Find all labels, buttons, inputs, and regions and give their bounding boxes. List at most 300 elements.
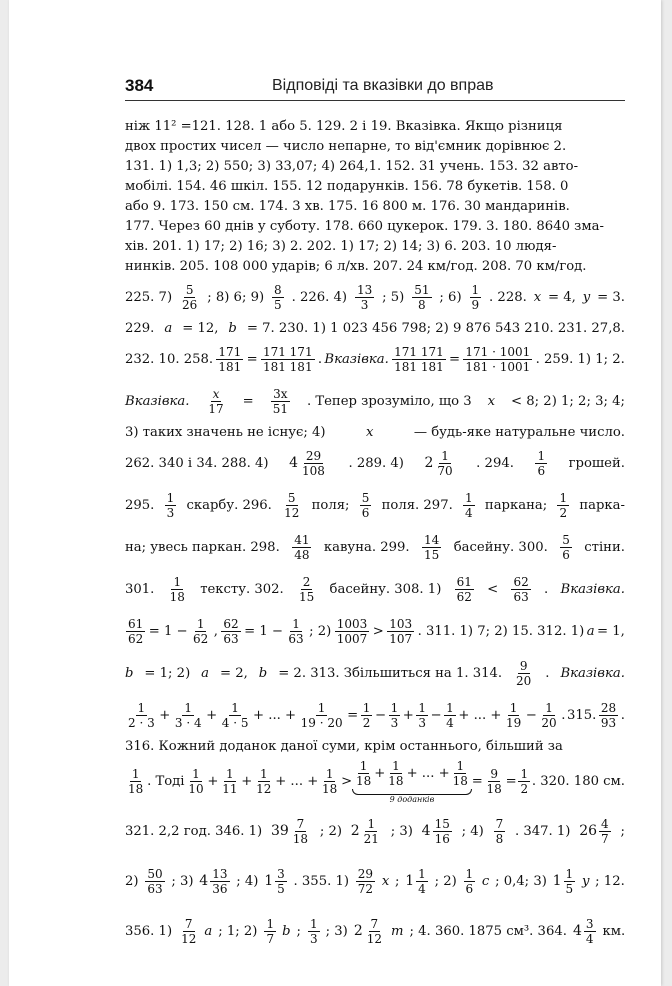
fraction-numerator: 61 [456,574,472,589]
text-line [125,736,625,756]
text-run: + ... + [406,765,450,781]
text-run: b [258,665,268,681]
text-run: км. [602,923,626,939]
fraction [275,867,287,896]
fraction-numerator: 171 · 1001 [465,344,531,359]
text-run: 316. Кожний доданок даної суми, крім останнього, більший за [125,738,563,754]
text-line [125,196,625,216]
mixed-number [199,867,230,896]
fraction [210,867,229,896]
text-line [125,610,625,652]
text-run: ; 12. [595,873,625,889]
whole-part: 39 [270,823,289,839]
fraction-numerator: 1 [184,700,193,715]
text-run: a [201,665,210,681]
text-line [125,756,625,806]
fraction-numerator: 1 [266,916,275,931]
text-run: . [561,707,566,723]
text-line [125,568,625,610]
fraction-numerator: 1 [465,866,474,881]
fraction-denominator: 93 [600,715,617,730]
fraction [514,659,533,688]
fraction-denominator: 62 [193,631,209,646]
text-run: басейну. 300. [453,539,548,555]
text-run: ; 4) [236,873,259,889]
fraction-denominator: 63 [513,589,529,604]
fraction-numerator: 3 [277,866,285,881]
fraction [599,817,611,846]
text-run: ; [620,823,625,839]
fraction-numerator: 7 [184,916,193,931]
fraction-numerator: 14 [424,532,440,547]
fraction-numerator: 1 [226,766,234,781]
fraction-numerator: 1 [471,282,480,297]
text-run: 225. 7) [125,289,173,305]
text-run: = 2. 313. Збільшиться на 1. 314. [278,665,503,681]
text-run: + [241,773,253,789]
fraction [126,617,145,646]
fraction [206,387,225,416]
text-run: на; увесь паркан. 298. [125,539,280,555]
fraction [355,283,374,312]
mixed-number [422,817,453,846]
fraction [299,701,345,730]
fraction [264,917,276,946]
fraction-numerator: x [212,386,220,401]
text-run: x [381,873,390,889]
book-page [9,0,661,986]
text-run: − [374,707,387,723]
fraction-denominator: 181 181 [262,359,313,374]
fraction-denominator: 62 [456,589,472,604]
text-run: хів. 201. 1) 17; 2) 16; 3) 2. 202. 1) 17; 2) 14; 3) 6. 203. 10 людя- [125,238,557,254]
text-run: Вказівка. [125,393,190,409]
text-run: = 7. 230. 1) 1 023 456 798; 2) 9 876 543 210. 231. 27,8. [246,320,625,336]
text-run: 301. [125,581,155,597]
fraction-numerator: 7 [495,816,504,831]
fraction [291,817,310,846]
fraction [416,701,428,730]
fraction-numerator: 9 [490,766,498,781]
fraction-denominator: 3 [390,715,399,730]
fraction [261,345,315,374]
fraction-denominator: 18 [169,589,185,604]
text-line [125,318,625,338]
page-header [125,76,625,101]
text-run: . Тепер зрозуміло, що 3 [306,393,472,409]
text-run: . 259. 1) 1; 2. [535,351,625,367]
mixed-number [264,867,288,896]
fraction [365,917,384,946]
whole-part: 1 [405,873,415,889]
answers-text [125,116,625,956]
fraction-numerator: 171 171 [394,344,444,359]
text-run: ; 2) [309,623,332,639]
whole-part: 4 [572,923,582,939]
fraction-numerator: 61 [128,616,144,631]
fraction-denominator: 11 [222,781,238,796]
mixed-number [553,867,577,896]
text-run: + [159,707,171,723]
fraction-denominator: 63 [147,881,163,896]
fraction-numerator: 1 [325,766,334,781]
fraction [286,617,305,646]
mixed-number [405,867,429,896]
fraction-numerator: 1 [520,766,529,781]
text-run: . 289. 4) [348,455,404,471]
fraction [494,817,506,846]
fraction [518,767,530,796]
text-run: + [206,707,218,723]
fraction-denominator: 5 [277,881,285,896]
fraction-numerator: 28 [600,700,617,715]
text-run: Вказівка. [560,665,625,681]
fraction-numerator: 1 [392,758,400,773]
mixed-number [351,817,382,846]
fraction-numerator: 1 [292,616,300,631]
text-run: . 347. 1) [514,823,571,839]
text-run: , [213,623,218,639]
fraction-denominator: 26 [182,297,198,312]
fraction [354,759,373,788]
fraction-denominator: 2 [520,781,529,796]
fraction-numerator: 50 [147,866,163,881]
mixed-number [271,817,311,846]
fraction [282,491,301,520]
fraction [216,345,243,374]
fraction-denominator: 63 [288,631,304,646]
fraction-denominator: 6 [465,881,474,896]
fraction-denominator: 62 [128,631,144,646]
text-run: = 4, [548,289,576,305]
text-line [125,116,625,136]
fraction [186,767,205,796]
text-run: b [125,665,134,681]
fraction-numerator: 5 [562,532,570,547]
text-run: + ... + [253,707,297,723]
text-line [125,856,625,906]
fraction [335,617,370,646]
fraction-denominator: 36 [212,881,228,896]
fraction-denominator: 7 [601,831,609,846]
fraction-denominator: 12 [256,781,272,796]
text-run: парка- [579,497,625,513]
text-run: = 3. [597,289,625,305]
fraction [179,917,198,946]
fraction [145,867,164,896]
text-run: a [164,320,173,336]
text-run: ; 0,4; 3) [495,873,547,889]
text-run: 131. 1) 1,3; 2) 550; 3) 33,07; 4) 264,1. 152. 31 учень. 153. 32 авто- [125,158,579,174]
fraction-numerator: 29 [305,448,322,463]
fraction-denominator: 10 [188,781,204,796]
fraction-numerator: 1 [418,700,426,715]
fraction-denominator: 5 [565,881,574,896]
text-line [125,806,625,856]
fraction-numerator: 1 [231,700,239,715]
text-run: . 294. [476,455,514,471]
fraction-denominator: 3 · 4 [174,715,202,730]
text-run: ; 5) [382,289,405,305]
fraction-denominator: 72 [357,881,374,896]
fraction-numerator: 1 [166,490,175,505]
text-run: грошей. [568,455,625,471]
fraction-denominator: 17 [208,401,224,416]
fraction-numerator: 1 [367,816,376,831]
fraction-denominator: 8 [418,297,426,312]
text-run: = [246,351,258,367]
fraction-denominator: 2 [362,715,371,730]
text-run: двох простих чисел — число непарне, то від'ємник дорівнює 2. [125,138,567,154]
fraction [272,283,284,312]
fraction-denominator: 4 [465,505,473,520]
fraction-numerator: 103 [389,616,413,631]
fraction-numerator: 1 [441,448,449,463]
fraction [191,617,210,646]
text-run: x [487,393,496,409]
fraction [254,767,273,796]
fraction-numerator: 1 [456,758,465,773]
text-run: > [372,623,384,639]
text-run: — будь-яке натуральне число. [413,424,625,440]
text-run: − [430,707,442,723]
fraction-numerator: 5 [361,490,370,505]
text-run: = [347,707,359,723]
fraction-denominator: 4 · 5 [221,715,249,730]
fraction [308,917,320,946]
whole-part: 1 [264,873,274,889]
fraction [126,767,145,796]
fraction-denominator: 3 [310,931,318,946]
text-line [125,156,625,176]
fraction [557,491,569,520]
text-line [125,526,625,568]
text-line [125,694,625,736]
fraction-denominator: 7 [266,931,275,946]
text-run: a [586,623,595,639]
fraction-numerator: 29 [357,866,374,881]
text-run: поля; [311,497,350,513]
fraction-numerator: 5 [185,282,194,297]
fraction-denominator: 12 [366,931,383,946]
fraction [451,759,470,788]
text-run: стіни. [584,539,625,555]
page-title: Відповіді та вказівки до вправ [272,77,494,94]
fraction-numerator: 171 [218,344,242,359]
text-line [125,276,625,318]
fraction [386,759,405,788]
text-run: = [449,351,461,367]
fraction-numerator: 1003 [336,616,368,631]
fraction-denominator: 19 · 20 [300,715,343,730]
mixed-number [579,817,611,846]
fraction [504,701,523,730]
mixed-number [289,449,328,478]
text-run: = 1 − [148,623,188,639]
fraction-denominator: 21 [363,831,379,846]
text-run: ; 8) 6; 9) [207,289,265,305]
text-run: Вказівка. [324,351,389,367]
fraction [361,701,373,730]
fraction-numerator: 1 [465,490,473,505]
whole-part: 4 [199,873,209,889]
fraction [300,449,327,478]
fraction [463,491,475,520]
fraction-numerator: 1 [317,700,326,715]
fraction-denominator: 181 · 1001 [465,359,531,374]
text-line [125,216,625,236]
text-run: мобілі. 154. 46 шкіл. 155. 12 подарунків. 156. 78 букетів. 158. 0 [125,178,569,194]
fraction [360,491,372,520]
fraction-denominator: 18 [388,773,404,788]
fraction-denominator: 6 [562,547,570,562]
fraction [470,283,482,312]
fraction-denominator: 12 [284,505,300,520]
fraction [392,345,446,374]
fraction-denominator: 63 [223,631,239,646]
fraction [221,617,240,646]
text-run: скарбу. 296. [186,497,272,513]
text-line [125,906,625,956]
fraction [362,817,381,846]
page-number: 384 [125,76,154,95]
fraction-denominator: 18 [128,781,144,796]
fraction [292,533,311,562]
fraction-denominator: 9 [471,297,480,312]
text-line [125,256,625,276]
fraction [297,575,316,604]
text-run: 321. 2,2 год. 346. 1) [125,823,263,839]
fraction [464,867,476,896]
text-run: 295. [125,497,155,513]
text-run: b [228,320,237,336]
fraction-numerator: 1 [137,700,146,715]
whole-part: 4 [421,823,431,839]
fraction-numerator: 51 [414,282,430,297]
text-run: 356. 1) [125,923,173,939]
text-run: + ... + [275,773,319,789]
text-run: ; 3) [390,823,413,839]
fraction-denominator: 18 [322,781,338,796]
fraction [463,345,532,374]
text-run: + ... + [458,707,502,723]
fraction-denominator: 8 [495,831,504,846]
fraction-denominator: 6 [537,463,546,478]
fraction [168,575,187,604]
whole-part: 1 [552,873,562,889]
text-line [125,652,625,694]
whole-part: 2 [350,823,360,839]
fraction-denominator: 18 [355,773,372,788]
text-line [125,136,625,156]
text-run: < 8; 2) 1; 2; 3; 4; [511,393,625,409]
fraction-numerator: 1 [446,700,454,715]
text-run: ; 1; 2) [218,923,258,939]
whole-part: 2 [424,455,434,471]
text-run: = [242,393,254,409]
fraction-denominator: 108 [302,463,325,478]
text-run: . 311. 1) 7; 2) 15. 312. 1) [417,623,585,639]
fraction-numerator: 1 [131,766,140,781]
text-run: басейну. 308. 1) [329,581,442,597]
text-run: = 12, [182,320,219,336]
text-line [125,380,625,422]
text-run: . Тоді [147,773,185,789]
fraction-numerator: 5 [287,490,296,505]
fraction-numerator: 9 [519,658,528,673]
text-run: x [365,424,374,440]
fraction-denominator: 18 [486,781,502,796]
fraction-denominator: 20 [541,715,557,730]
text-run: Вказівка. [560,581,625,597]
fraction-denominator: 2 [559,505,568,520]
fraction-numerator: 13 [356,282,373,297]
fraction [539,701,558,730]
fraction [320,767,339,796]
fraction-denominator: 4 [418,881,426,896]
fraction [435,449,454,478]
text-run: a [204,923,213,939]
fraction [387,617,414,646]
text-run: + [207,773,219,789]
text-run: = 1 − [244,623,283,639]
fraction [511,575,530,604]
text-run: ніж 11² =121. 128. 1 або 5. 129. 2 і 19. Вказівка. Якщо різниця [125,118,563,134]
fraction-numerator: 1 [192,766,200,781]
text-run: . 355. 1) [293,873,350,889]
text-line [125,236,625,256]
fraction-denominator: 5 [274,297,282,312]
fraction-numerator: 41 [294,532,310,547]
fraction-numerator: 7 [296,816,305,831]
fraction [455,575,474,604]
text-run: ; [296,923,301,939]
fraction-numerator: 171 171 [262,344,313,359]
text-run: x [533,289,542,305]
text-run: або 9. 173. 150 см. 174. 3 хв. 175. 16 800 м. 176. 30 мандаринів. [125,198,570,214]
fraction [173,701,204,730]
text-run: . [620,707,625,723]
fraction-denominator: 181 181 [394,359,444,374]
fraction-numerator: 3 [585,916,594,931]
whole-part: 2 [353,923,363,939]
fraction-denominator: 12 [181,931,197,946]
fraction-numerator: 1 [565,866,574,881]
underbrace [353,759,471,804]
fraction-denominator: 2 · 3 [128,715,155,730]
text-run: y [581,873,590,889]
fraction-denominator: 19 [505,715,522,730]
fraction-numerator: 1 [537,448,546,463]
fraction-numerator: 1 [362,700,371,715]
fraction-numerator: 1 [509,700,518,715]
fraction [422,533,441,562]
text-run: ; 4. 360. 1875 см³. 364. [409,923,567,939]
fraction [126,701,157,730]
fraction [416,867,428,896]
text-run: паркана; [484,497,548,513]
fraction-denominator: 48 [294,547,310,562]
mixed-number [573,917,597,946]
text-run: нинків. 205. 108 000 ударів; 6 л/хв. 207. 24 км/год. 208. 70 км/год. [125,258,587,274]
fraction-denominator: 3 [360,297,369,312]
fraction-denominator: 1007 [336,631,368,646]
fraction [165,491,177,520]
fraction-numerator: 1 [259,766,268,781]
text-run: . 320. 180 см. [531,773,625,789]
fraction [564,867,576,896]
text-run: b [282,923,291,939]
